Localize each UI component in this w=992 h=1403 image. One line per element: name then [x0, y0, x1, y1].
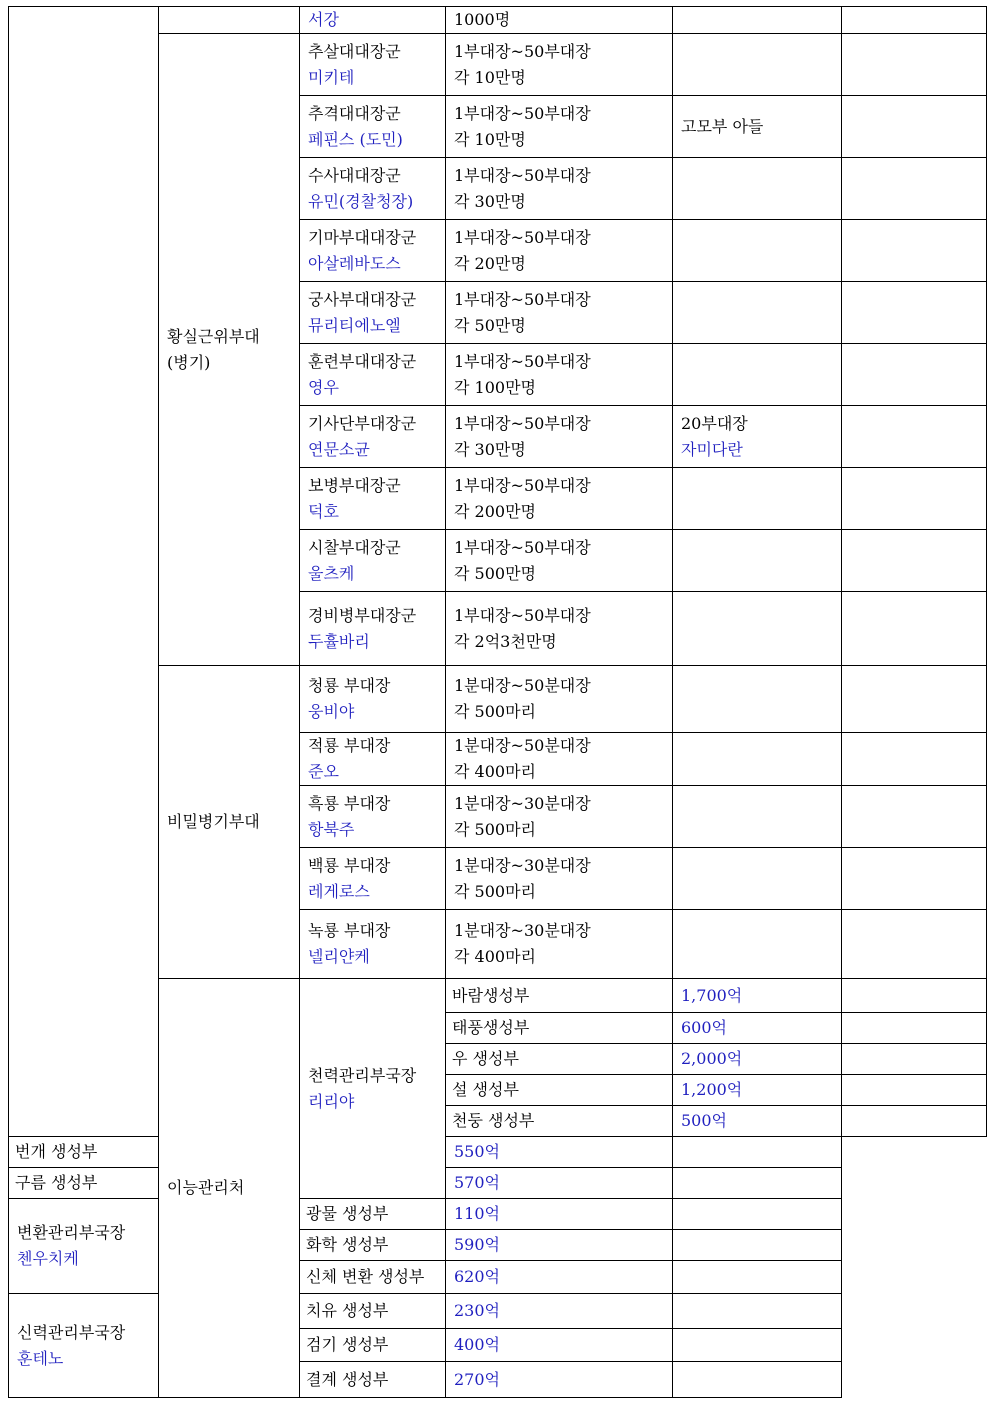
empty-cell: [842, 1106, 987, 1137]
empty-cell: [842, 1044, 987, 1075]
unit-detail-cell: 1부대장~50부대장 각 50만명: [446, 282, 673, 344]
empty-cell: [842, 406, 987, 468]
item-name: 바람생성부: [446, 979, 673, 1013]
unit-leader: 미키테: [308, 67, 355, 87]
item-amount: 500억: [673, 1106, 842, 1137]
item-name: 화학 생성부: [300, 1230, 446, 1261]
unit-detail-cell: 1분대장~30분대장 각 500마리: [446, 848, 673, 910]
table-row: [9, 7, 987, 34]
table-row: [9, 1199, 987, 1230]
table-row: [9, 1137, 987, 1168]
item-name: 신체 변환 생성부: [300, 1261, 446, 1294]
note-cell: [673, 468, 842, 530]
unit-name-cell: 적룡 부대장 준오: [300, 733, 446, 786]
empty-cell: [673, 1294, 842, 1329]
empty-cell: [842, 220, 987, 282]
note-cell: [673, 733, 842, 786]
item-amount: 2,000억: [673, 1044, 842, 1075]
empty-cell: [673, 1261, 842, 1294]
note-cell: [673, 592, 842, 666]
item-amount: 1,200억: [673, 1075, 842, 1106]
empty-cell: [673, 1168, 842, 1199]
item-amount: 570억: [446, 1168, 673, 1199]
unit-count: 1000명: [446, 7, 673, 34]
empty-cell: [842, 848, 987, 910]
unit-name-cell: 녹룡 부대장 넬리얀케: [300, 910, 446, 979]
item-amount: 400억: [446, 1329, 673, 1362]
note-cell: [673, 910, 842, 979]
note-cell: [673, 158, 842, 220]
item-name: 태풍생성부: [446, 1013, 673, 1044]
empty-cell: [673, 1362, 842, 1398]
unit-leader: 서강: [300, 7, 446, 34]
note-cell: [673, 848, 842, 910]
item-name: 검기 생성부: [300, 1329, 446, 1362]
empty-cell: [842, 530, 987, 592]
empty-cell: [842, 592, 987, 666]
group-name-cell: 신력관리부국장 훈테노: [9, 1294, 159, 1398]
item-amount: 110억: [446, 1199, 673, 1230]
unit-detail-cell: 1부대장~50부대장 각 10만명: [446, 96, 673, 158]
organization-table: [8, 6, 987, 1398]
note-cell: [673, 344, 842, 406]
item-name: 결계 생성부: [300, 1362, 446, 1398]
empty-cell: [673, 7, 842, 34]
item-amount: 600억: [673, 1013, 842, 1044]
unit-detail-cell: 1부대장~50부대장 각 30만명: [446, 158, 673, 220]
empty-cell: [842, 96, 987, 158]
item-amount: 1,700억: [673, 979, 842, 1013]
unit-name-cell: 보병부대장군 덕호: [300, 468, 446, 530]
item-name: 설 생성부: [446, 1075, 673, 1106]
section-label: 황실근위부대 (병기): [159, 34, 300, 666]
table-row: [9, 1294, 987, 1329]
note-cell: 고모부 아들: [673, 96, 842, 158]
item-amount: 550억: [446, 1137, 673, 1168]
empty-cell: [842, 468, 987, 530]
unit-detail-cell: 1부대장~50부대장 각 20만명: [446, 220, 673, 282]
empty-cell: [842, 158, 987, 220]
unit-name-cell: 기마부대대장군 아살레바도스: [300, 220, 446, 282]
section-label: 이능관리처: [159, 979, 300, 1398]
unit-detail-cell: 1부대장~50부대장 각 200만명: [446, 468, 673, 530]
item-name: 번개 생성부: [9, 1137, 159, 1168]
group-name-cell: 변환관리부국장 첸우치케: [9, 1199, 159, 1294]
note-cell: [673, 786, 842, 848]
table-row: [9, 1168, 987, 1199]
note-cell: [673, 282, 842, 344]
empty-cell: [842, 666, 987, 733]
note-cell: 20부대장 자미다란: [673, 406, 842, 468]
unit-name-cell: 경비병부대장군 두휼바리: [300, 592, 446, 666]
unit-detail-cell: 1부대장~50부대장 각 10만명: [446, 34, 673, 96]
empty-cell: [159, 7, 300, 34]
unit-name-cell: 시찰부대장군 울츠케: [300, 530, 446, 592]
unit-name-cell: 궁사부대대장군 뮤리티에노엘: [300, 282, 446, 344]
unit-title: 추살대대장군: [308, 41, 401, 61]
unit-name-cell: [300, 34, 446, 96]
note-cell: [673, 530, 842, 592]
empty-cell: [673, 1230, 842, 1261]
unit-name-cell: 수사대대장군 유민(경찰청장): [300, 158, 446, 220]
unit-detail-cell: 1부대장~50부대장 각 2억3천만명: [446, 592, 673, 666]
empty-cell: [842, 1075, 987, 1106]
empty-cell: [842, 910, 987, 979]
unit-detail-cell: 1분대장~50분대장 각 500마리: [446, 666, 673, 733]
item-name: 광물 생성부: [300, 1199, 446, 1230]
empty-cell: [842, 344, 987, 406]
unit-name-cell: 청룡 부대장 웅비야: [300, 666, 446, 733]
unit-detail-cell: 1분대장~30분대장 각 400마리: [446, 910, 673, 979]
section-label: 비밀병기부대: [159, 666, 300, 979]
item-amount: 230억: [446, 1294, 673, 1329]
note-cell: [673, 220, 842, 282]
unit-detail-cell: 1부대장~50부대장 각 100만명: [446, 344, 673, 406]
empty-cell: [842, 979, 987, 1013]
unit-name-cell: 기사단부대장군 연문소균: [300, 406, 446, 468]
item-amount: 620억: [446, 1261, 673, 1294]
item-amount: 590억: [446, 1230, 673, 1261]
item-name: 우 생성부: [446, 1044, 673, 1075]
empty-cell: [842, 282, 987, 344]
unit-name-cell: 흑룡 부대장 항북주: [300, 786, 446, 848]
empty-cell: [673, 1137, 842, 1168]
empty-cell: [842, 786, 987, 848]
unit-name-cell: 추격대대장군 페핀스 (도민): [300, 96, 446, 158]
note-cell: [673, 666, 842, 733]
unit-detail-cell: 1부대장~50부대장 각 30만명: [446, 406, 673, 468]
empty-cell: [673, 1199, 842, 1230]
item-name: 천둥 생성부: [446, 1106, 673, 1137]
unit-detail-cell: 1분대장~30분대장 각 500마리: [446, 786, 673, 848]
empty-cell: [9, 7, 159, 1137]
empty-cell: [842, 7, 987, 34]
empty-cell: [673, 1329, 842, 1362]
unit-name-cell: 백룡 부대장 레게로스: [300, 848, 446, 910]
empty-cell: [842, 733, 987, 786]
note-cell: [673, 34, 842, 96]
group-name-cell: 천력관리부국장 리리야: [300, 979, 446, 1199]
unit-detail-cell: 1분대장~50분대장 각 400마리: [446, 733, 673, 786]
item-amount: 270억: [446, 1362, 673, 1398]
unit-name-cell: 훈련부대대장군 영우: [300, 344, 446, 406]
empty-cell: [842, 34, 987, 96]
empty-cell: [842, 1013, 987, 1044]
item-name: 구름 생성부: [9, 1168, 159, 1199]
unit-detail-cell: 1부대장~50부대장 각 500만명: [446, 530, 673, 592]
item-name: 치유 생성부: [300, 1294, 446, 1329]
